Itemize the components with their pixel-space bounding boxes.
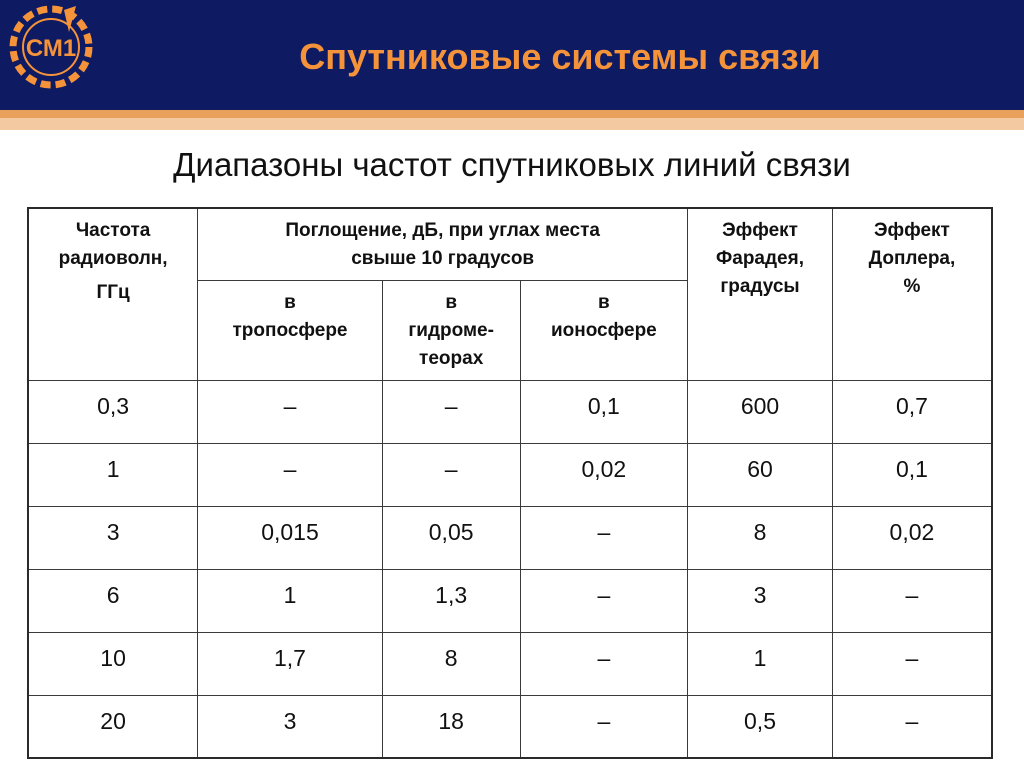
cell-doppler: – [832,695,992,758]
cell-troposphere: – [198,443,383,506]
table-row [28,506,992,569]
cell-troposphere: 3 [198,695,383,758]
page-title: Спутниковые системы связи [299,36,821,77]
cell-hydrometeors: 0,05 [382,506,520,569]
frequency-table [27,207,993,759]
cell-hydrometeors: 8 [382,632,520,695]
header-hydrometeors: в гидроме- теорах [382,280,520,380]
cell-frequency: 6 [28,569,198,632]
cell-faraday: 0,5 [688,695,833,758]
table-row [28,569,992,632]
cell-frequency: 10 [28,632,198,695]
cell-doppler: – [832,569,992,632]
cell-ionosphere: – [520,506,688,569]
table-row [28,632,992,695]
cell-troposphere: 1 [198,569,383,632]
header-faraday: Эффект Фарадея, градусы [688,208,833,380]
cell-frequency: 0,3 [28,380,198,443]
header-stripe-light [0,118,1024,130]
cell-troposphere: 0,015 [198,506,383,569]
table-row [28,443,992,506]
cell-hydrometeors: 18 [382,695,520,758]
cell-faraday: 8 [688,506,833,569]
cell-hydrometeors: – [382,380,520,443]
cell-faraday: 1 [688,632,833,695]
cell-ionosphere: – [520,569,688,632]
cell-troposphere: 1,7 [198,632,383,695]
sm1-logo-icon [6,2,96,92]
cell-faraday: 600 [688,380,833,443]
cell-ionosphere: 0,02 [520,443,688,506]
slide-subtitle: Диапазоны частот спутниковых линий связи [173,146,851,183]
header-stripe-dark [0,110,1024,118]
cell-frequency: 20 [28,695,198,758]
cell-doppler: 0,02 [832,506,992,569]
cell-ionosphere: – [520,695,688,758]
table-row [28,695,992,758]
cell-doppler: 0,1 [832,443,992,506]
logo-text: СМ1 [25,35,77,62]
cell-faraday: 60 [688,443,833,506]
header-absorption-group: Поглощение, дБ, при углах места свыше 10 градусов [198,208,688,280]
cell-doppler: – [832,632,992,695]
cell-hydrometeors: 1,3 [382,569,520,632]
cell-frequency: 1 [28,443,198,506]
cell-doppler: 0,7 [832,380,992,443]
header-troposphere: в тропосфере [198,280,383,380]
cell-ionosphere: – [520,632,688,695]
header-doppler: Эффект Доплера, % [832,208,992,380]
cell-hydrometeors: – [382,443,520,506]
table-row [28,380,992,443]
header-ionosphere: в ионосфере [520,280,688,380]
cell-faraday: 3 [688,569,833,632]
cell-troposphere: – [198,380,383,443]
cell-frequency: 3 [28,506,198,569]
cell-ionosphere: 0,1 [520,380,688,443]
header-frequency: Частота радиоволн, ГГц [28,208,198,380]
